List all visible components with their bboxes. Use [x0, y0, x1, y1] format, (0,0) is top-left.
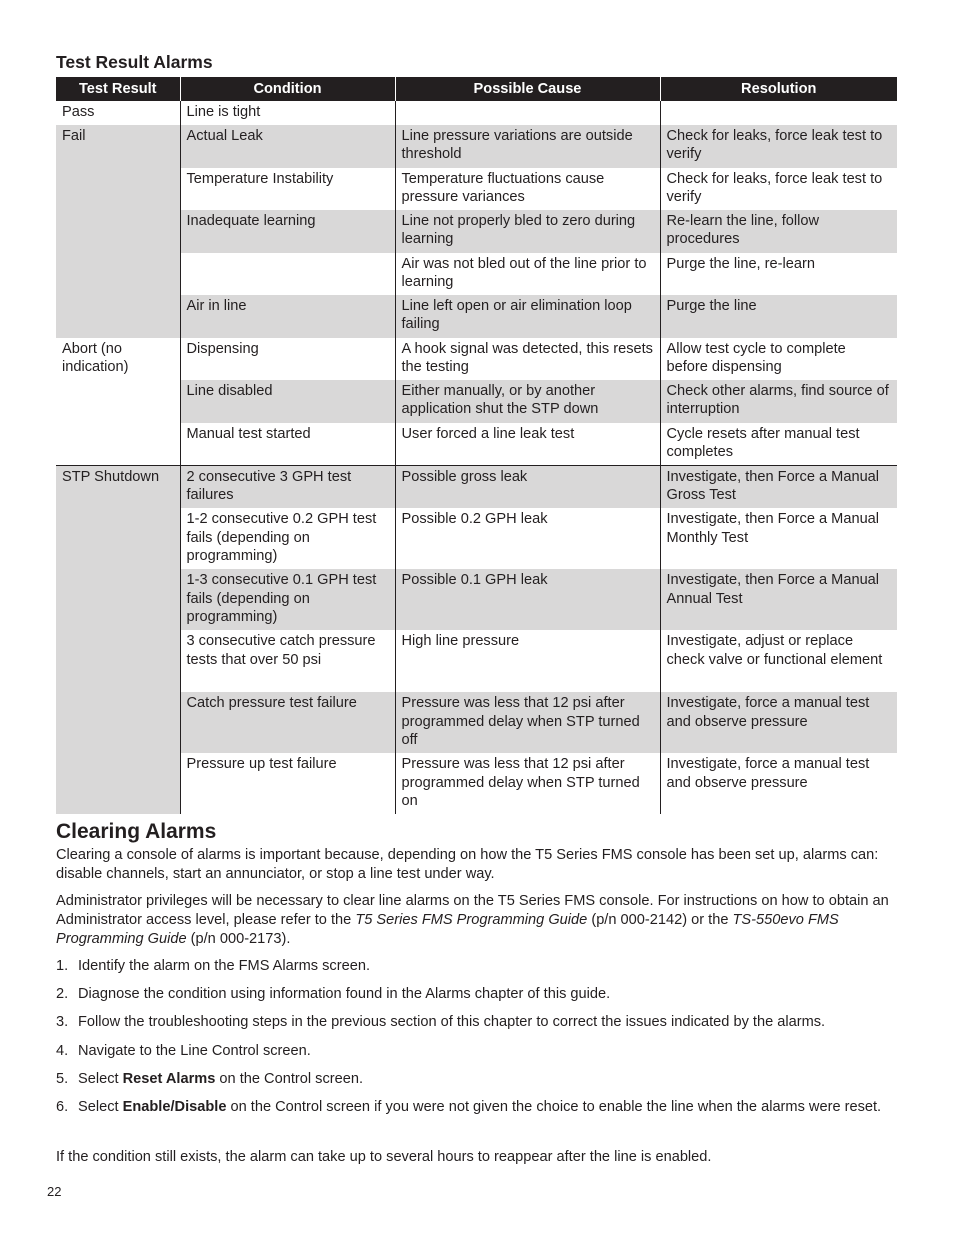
table-row: [56, 338, 897, 380]
condition-cell: Inadequate learning: [180, 210, 395, 253]
condition-cell: [180, 253, 395, 295]
step-number: 1.: [56, 958, 69, 974]
table-row: [56, 692, 897, 753]
step-text: Follow the troubleshooting steps in the previous section of this chapter to correct the issues indicated by the alarms.: [78, 1014, 826, 1030]
cause-cell: Possible 0.1 GPH leak: [395, 569, 660, 630]
table-row: [56, 508, 897, 569]
header-condition: Condition: [180, 77, 395, 101]
table-row: [56, 753, 897, 814]
step-text: Select Reset Alarms on the Control screen.: [78, 1071, 364, 1087]
condition-cell: 3 consecutive catch pressure tests that over 50 psi: [180, 630, 395, 692]
header-test-result: Test Result: [56, 77, 180, 101]
resolution-cell: Investigate, force a manual test and observe pressure: [660, 692, 897, 753]
condition-cell: Actual Leak: [180, 125, 395, 168]
test-result-cell: Fail: [56, 125, 180, 338]
step-text: Identify the alarm on the FMS Alarms screen.: [78, 958, 370, 974]
resolution-cell: Check for leaks, force leak test to verify: [660, 125, 897, 168]
table-row: [56, 423, 897, 466]
table-row: [56, 253, 897, 295]
resolution-cell: Cycle resets after manual test completes: [660, 423, 897, 466]
condition-cell: 1-3 consecutive 0.1 GPH test fails (depending on programming): [180, 569, 395, 630]
condition-cell: 2 consecutive 3 GPH test failures: [180, 465, 395, 508]
cause-cell: Pressure was less that 12 psi after programmed delay when STP turned on: [395, 753, 660, 814]
step-text: Diagnose the condition using information found in the Alarms chapter of this guide.: [78, 986, 611, 1002]
condition-cell: 1-2 consecutive 0.2 GPH test fails (depending on programming): [180, 508, 395, 569]
ts550evo-programming-guide-title: TS-550evo FMS Programming Guide: [56, 912, 839, 947]
resolution-cell: Purge the line: [660, 295, 897, 338]
cause-cell: Temperature fluctuations cause pressure variances: [395, 168, 660, 210]
step-number: 3.: [56, 1014, 69, 1030]
resolution-cell: Investigate, then Force a Manual Monthly Test: [660, 508, 897, 569]
step-number: 6.: [56, 1099, 69, 1115]
resolution-cell: Allow test cycle to complete before dispensing: [660, 338, 897, 380]
step-number: 2.: [56, 986, 69, 1002]
cause-cell: [395, 101, 660, 125]
cause-cell: High line pressure: [395, 630, 660, 692]
cause-cell: Possible gross leak: [395, 465, 660, 508]
cause-cell: Line pressure variations are outside threshold: [395, 125, 660, 168]
paragraph-text: (p/n 000-2142) or the: [587, 912, 733, 928]
table-row: [56, 569, 897, 630]
resolution-cell: [660, 101, 897, 125]
cause-cell: Possible 0.2 GPH leak: [395, 508, 660, 569]
resolution-cell: Investigate, adjust or replace check valve or functional element: [660, 630, 897, 692]
header-resolution: Resolution: [660, 77, 897, 101]
cause-cell: Line left open or air elimination loop failing: [395, 295, 660, 338]
table-header-row: [56, 77, 897, 101]
table-row: [56, 210, 897, 253]
resolution-cell: Investigate, then Force a Manual Annual Test: [660, 569, 897, 630]
table-row: [56, 465, 897, 508]
step-text: Select Enable/Disable on the Control screen if you were not given the choice to enable the line when the alarms were reset.: [78, 1099, 882, 1115]
test-result-alarms-table: [56, 77, 897, 814]
condition-cell: Line is tight: [180, 101, 395, 125]
clearing-alarms-heading: Clearing Alarms: [56, 820, 217, 843]
table-row: [56, 380, 897, 423]
resolution-cell: Check for leaks, force leak test to verify: [660, 168, 897, 210]
table-row: [56, 101, 897, 125]
condition-cell: Temperature Instability: [180, 168, 395, 210]
admin-privileges-paragraph: [56, 892, 897, 949]
cause-cell: Line not properly bled to zero during learning: [395, 210, 660, 253]
step-text: Navigate to the Line Control screen.: [78, 1043, 311, 1059]
cause-cell: Pressure was less that 12 psi after programmed delay when STP turned off: [395, 692, 660, 753]
resolution-cell: Investigate, then Force a Manual Gross Test: [660, 465, 897, 508]
page-number: 22: [47, 1184, 62, 1199]
cause-cell: User forced a line leak test: [395, 423, 660, 466]
header-possible-cause: Possible Cause: [395, 77, 660, 101]
clearing-intro-paragraph: Clearing a console of alarms is important because, depending on how the T5 Series FMS console has been set up, alarms can: disable channels, start an annunciator, or stop a line test under way.: [56, 847, 879, 882]
resolution-cell: Check other alarms, find source of interruption: [660, 380, 897, 423]
condition-cell: Pressure up test failure: [180, 753, 395, 814]
cause-cell: Either manually, or by another application shut the STP down: [395, 380, 660, 423]
condition-cell: Manual test started: [180, 423, 395, 466]
condition-cell: Air in line: [180, 295, 395, 338]
resolution-cell: Re-learn the line, follow procedures: [660, 210, 897, 253]
reset-alarms-label: Reset Alarms: [122, 1071, 216, 1087]
condition-cell: Catch pressure test failure: [180, 692, 395, 753]
table-row: [56, 295, 897, 338]
section-title: Test Result Alarms: [56, 52, 213, 72]
test-result-cell: Abort (no indication): [62, 340, 129, 375]
step-number: 5.: [56, 1071, 69, 1087]
cause-cell: A hook signal was detected, this resets the testing: [395, 338, 660, 380]
paragraph-text: Administrator privileges will be necessary to clear line alarms on the T5 Series FMS console. For instructions on how to obtain an Administrator access level, please refer to the: [56, 893, 889, 928]
t5-programming-guide-title: T5 Series FMS Programming Guide: [355, 912, 588, 928]
cause-cell: Air was not bled out of the line prior to learning: [395, 253, 660, 295]
table-row: [56, 168, 897, 210]
table-row: [56, 630, 897, 692]
footer-note-paragraph: If the condition still exists, the alarm can take up to several hours to reappear after the line is enabled.: [56, 1149, 712, 1165]
resolution-cell: Purge the line, re-learn: [660, 253, 897, 295]
test-result-cell: STP Shutdown: [56, 465, 180, 814]
condition-cell: Line disabled: [180, 380, 395, 423]
resolution-cell: Investigate, force a manual test and observe pressure: [660, 753, 897, 814]
condition-cell: Dispensing: [180, 338, 395, 380]
paragraph-text: (p/n 000-2173).: [186, 931, 291, 947]
table-row: [56, 125, 897, 168]
enable-disable-label: Enable/Disable: [122, 1099, 227, 1115]
step-number: 4.: [56, 1043, 69, 1059]
test-result-cell: Pass: [62, 104, 95, 120]
